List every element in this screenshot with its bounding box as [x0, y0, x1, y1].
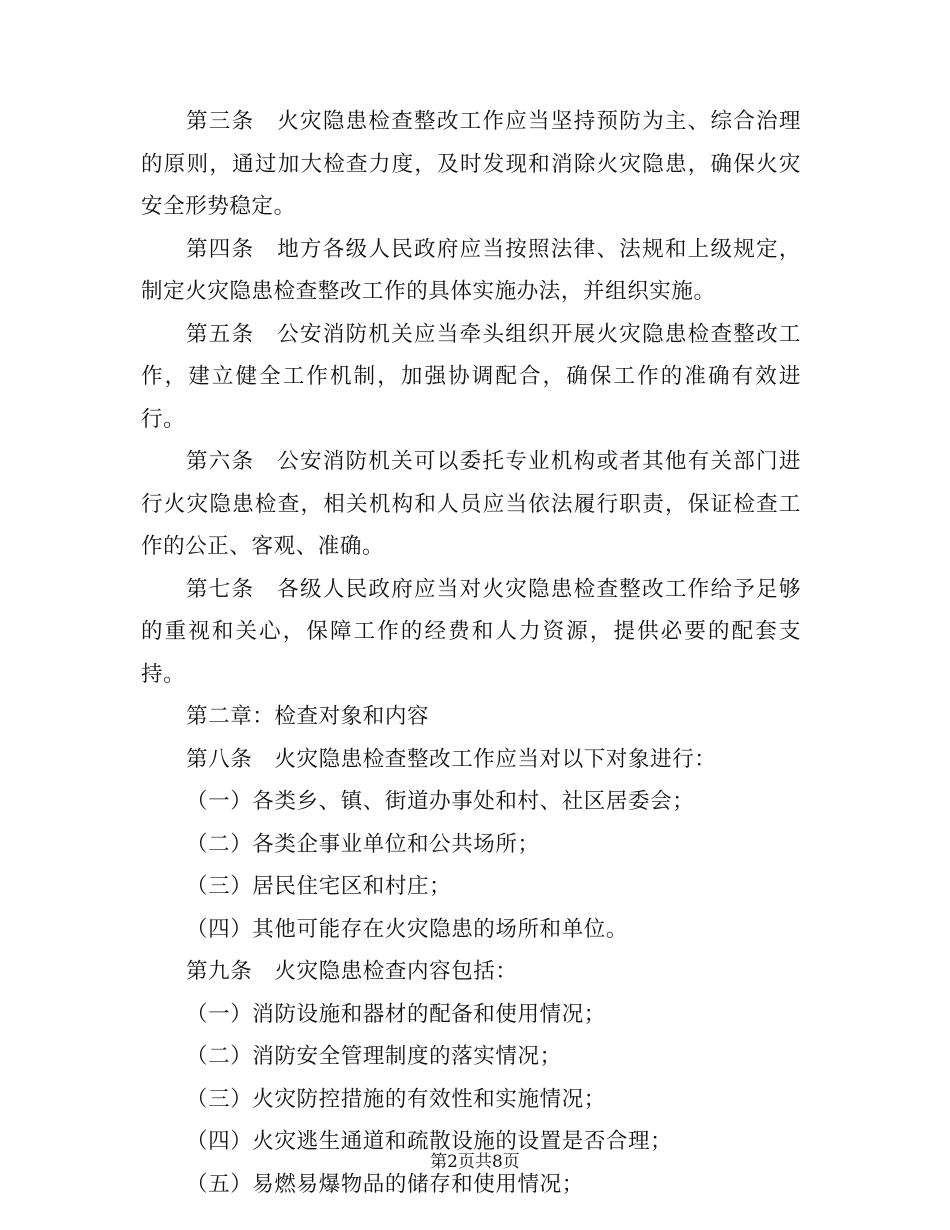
- article-7: 第七条 各级人民政府应当对火灾隐患检查整改工作给予足够的重视和关心，保障工作的经费和人力资源，提供必要的配套支持。: [141, 576, 801, 687]
- article-8-item-1: （一）各类乡、镇、街道办事处和村、社区居委会；: [186, 789, 695, 814]
- article-9: 第九条 火灾隐患检查内容包括：: [186, 959, 518, 984]
- article-9-item-3: （三）火灾防控措施的有效性和实施情况；: [186, 1086, 606, 1112]
- article-9-item-1: （一）消防设施和器材的配备和使用情况；: [186, 1001, 606, 1027]
- article-8-item-2: （二）各类企事业单位和公共场所；: [186, 831, 540, 857]
- article-9-item-5: （五）易燃易爆物品的储存和使用情况；: [186, 1171, 584, 1197]
- document-body: [141, 101, 801, 1206]
- article-9-item-2: （二）消防安全管理制度的落实情况；: [186, 1044, 562, 1069]
- article-6: 第六条 公安消防机关可以委托专业机构或者其他有关部门进行火灾隐患检查，相关机构和人员应当依法履行职责，保证检查工作的公正、客观、准确。: [141, 449, 801, 559]
- article-8: 第八条 火灾隐患检查整改工作应当对以下对象进行：: [186, 746, 717, 772]
- article-8-item-4: （四）其他可能存在火灾隐患的场所和单位。: [186, 916, 629, 942]
- page-number: 第2页共8页: [430, 1152, 520, 1172]
- article-8-item-3: （三）居民住宅区和村庄；: [186, 874, 452, 899]
- article-9-item-4: （四）火灾逃生通道和疏散设施的设置是否合理；: [186, 1129, 673, 1154]
- article-5: 第五条 公安消防机关应当牵头组织开展火灾隐患检查整改工作，建立健全工作机制，加强协调配合，确保工作的准确有效进行。: [141, 321, 801, 432]
- article-4: 第四条 地方各级人民政府应当按照法律、法规和上级规定，制定火灾隐患检查整改工作的具体实施办法，并组织实施。: [141, 236, 801, 304]
- chapter-2-heading: 第二章：检查对象和内容: [186, 704, 430, 729]
- article-3: 第三条 火灾隐患检查整改工作应当坚持预防为主、综合治理的原则，通过加大检查力度，及时发现和消除火灾隐患，确保火灾安全形势稳定。: [141, 109, 801, 219]
